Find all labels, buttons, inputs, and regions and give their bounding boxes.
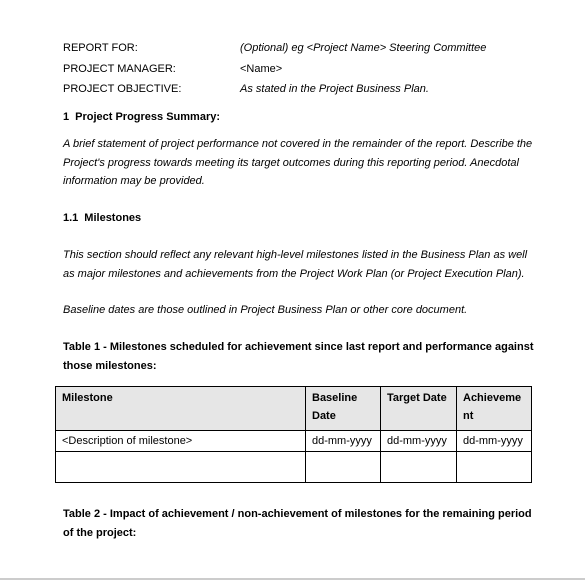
project-manager-value: <Name> xyxy=(240,63,283,75)
table-cell: dd-mm-yyyy xyxy=(306,431,381,452)
table-cell xyxy=(381,452,457,483)
table-cell: dd-mm-yyyy xyxy=(457,431,532,452)
section-1-1-title: Milestones xyxy=(84,212,142,224)
project-manager-label: PROJECT MANAGER: xyxy=(63,63,176,75)
report-for-value: (Optional) eg <Project Name> Steering Committee xyxy=(240,42,487,54)
table-cell xyxy=(56,452,306,483)
milestones-table xyxy=(55,386,532,483)
project-objective-value: As stated in the Project Business Plan. xyxy=(240,83,429,95)
col-header-milestone: Milestone xyxy=(56,387,306,431)
table-row xyxy=(56,431,532,452)
table-2-caption: Table 2 - Impact of achievement / non-achievement of milestones for the remaining period of the project: xyxy=(63,508,532,539)
table-cell xyxy=(306,452,381,483)
col-header-target-date: Target Date xyxy=(381,387,457,431)
section-1-title: Project Progress Summary: xyxy=(75,111,221,123)
table-header-row xyxy=(56,387,532,431)
report-for-label: REPORT FOR: xyxy=(63,42,138,54)
section-1-1-heading xyxy=(63,210,141,226)
col-header-baseline-date: Baseline Date xyxy=(306,387,381,431)
table-cell: dd-mm-yyyy xyxy=(381,431,457,452)
section-1-1-body-1: This section should reflect any relevant high-level milestones listed in the Business Plan as well as major milestones and achievements from the Project Work Plan (or Project Execution Plan). xyxy=(63,249,528,280)
project-objective-label: PROJECT OBJECTIVE: xyxy=(63,83,182,95)
col-header-achievement: Achievement xyxy=(457,387,532,431)
table-1-caption: Table 1 - Milestones scheduled for achievement since last report and performance against those milestones: xyxy=(63,341,534,372)
table-cell: <Description of milestone> xyxy=(56,431,306,452)
table-row xyxy=(56,452,532,483)
section-1-1-body-2: Baseline dates are those outlined in Project Business Plan or other core document. xyxy=(63,304,468,316)
table-cell xyxy=(457,452,532,483)
section-1-body: A brief statement of project performance not covered in the remainder of the report. Describe the Project's progress towards meeting its target outcomes during this reporting period. Anecdotal information may be provided. xyxy=(63,138,533,187)
section-1-number: 1 xyxy=(63,111,70,123)
section-1-1-number: 1.1 xyxy=(63,212,79,224)
section-1-heading xyxy=(63,109,220,125)
